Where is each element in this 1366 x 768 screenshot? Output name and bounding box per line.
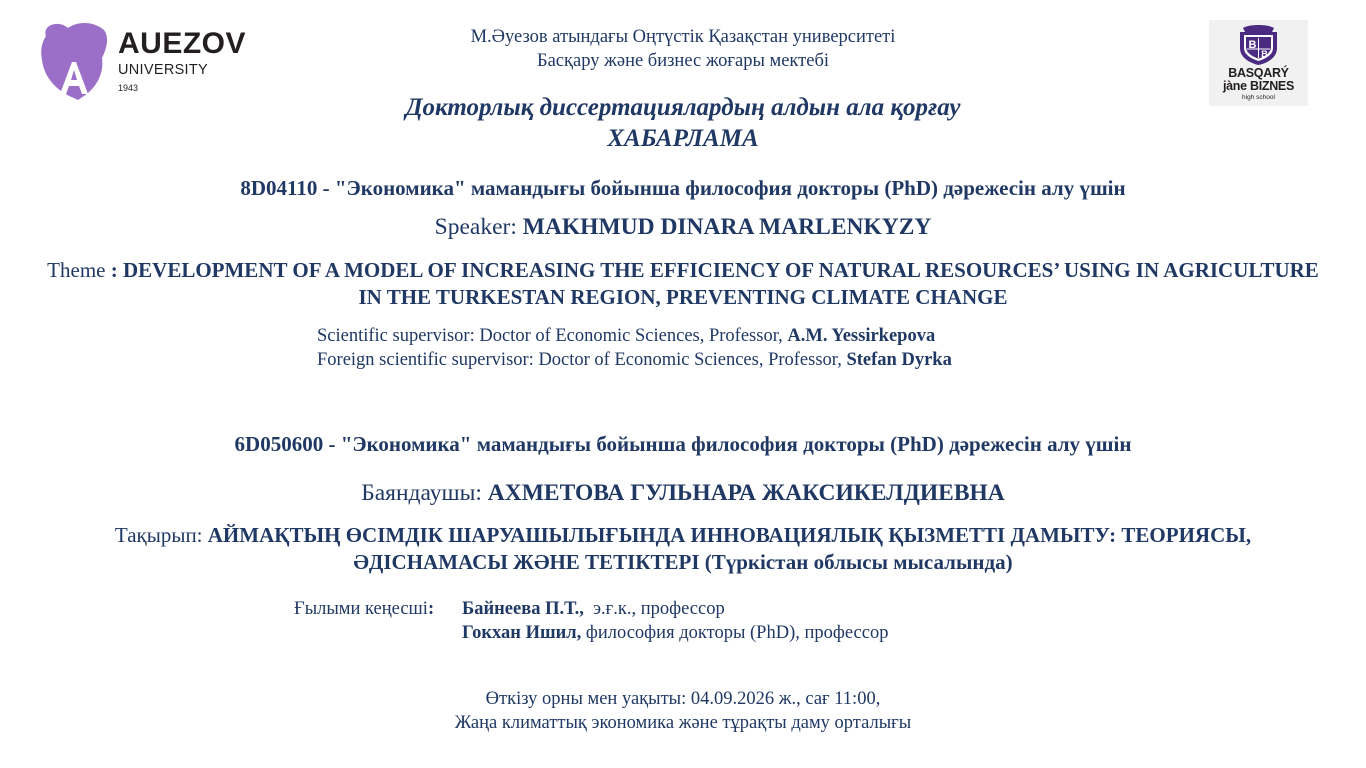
defense2-advisor-label <box>294 599 434 620</box>
defense1-theme <box>0 258 1366 283</box>
defense1-supervisor-name: A.M. Yessirkepova <box>787 326 936 346</box>
defense2-theme-line1: АЙМАҚТЫҢ ӨСІМДІК ШАРУАШЫЛЫҒЫНДА ИННОВАЦИЯЛЫҚ ҚЫЗМЕТТІ ДАМЫТУ: ТЕОРИЯСЫ, <box>207 523 1252 547</box>
crest-letter-2: B <box>1261 49 1268 59</box>
logo-word-university: UNIVERSITY <box>118 62 209 78</box>
university-name: М.Әуезов атындағы Оңтүстік Қазақстан университеті <box>470 27 896 47</box>
defense1-theme-label: Theme <box>47 258 111 282</box>
logo-word-auezov: AUEZOV <box>118 27 247 60</box>
defense2-theme <box>0 523 1366 548</box>
defense1-supervisor-label: Scientific supervisor: Doctor of Economic Sciences, Professor, <box>317 326 788 346</box>
defense2-theme-line2: ӘДІСНАМАСЫ ЖӘНЕ ТЕТІКТЕРІ (Түркістан облысы мысалында) <box>353 550 1013 574</box>
defense1-foreign-supervisor <box>317 350 952 371</box>
defense1-supervisor <box>317 326 935 347</box>
logo-text-jane-biznes: jàne BIZNES <box>1222 79 1295 93</box>
announcement-subtitle: ХАБАРЛАМА <box>607 125 759 152</box>
defense1-theme-line1: : DEVELOPMENT OF A MODEL OF INCREASING THE EFFICIENCY OF NATURAL RESOURCES’ USING IN AGRICULTURE <box>110 258 1319 282</box>
defense1-speaker-label: Speaker: <box>434 214 523 240</box>
logo-text-high-school: high school <box>1242 94 1275 101</box>
defense2-speaker-label: Баяндаушы: <box>361 480 488 506</box>
defense2-advisor2 <box>462 623 888 644</box>
defense2-advisor1-name: Байнеева П.Т., <box>462 599 584 619</box>
defense2-advisor2-name: Гокхан Ишил, <box>462 623 582 643</box>
defense2-specialty: 6D050600 - "Экономика" мамандығы бойынша философия докторы (PhD) дәрежесін алу үшін <box>234 432 1132 456</box>
logo-text-basqary: BASQARÝ <box>1228 66 1289 80</box>
defense1-speaker-name: MAKHMUD DINARA MARLENKYZY <box>522 214 932 240</box>
school-name: Басқару және бизнес жоғары мектебі <box>536 51 830 71</box>
defense2-speaker-name: АХМЕТОВА ГУЛЬНАРА ЖАКСИКЕЛДИЕВНА <box>487 480 1005 506</box>
defense1-theme-line2: IN THE TURKESTAN REGION, PREVENTING CLIMATE CHANGE <box>358 285 1008 309</box>
defense2-speaker <box>0 480 1366 507</box>
defense2-advisor-label-text: Ғылыми кеңесші <box>294 599 428 619</box>
defense1-foreign-supervisor-label: Foreign scientific supervisor: Doctor of Economic Sciences, Professor, <box>317 350 847 370</box>
defense2-advisor1-title: э.ғ.к., профессор <box>583 599 725 619</box>
defense1-speaker <box>0 214 1366 241</box>
defense2-advisor-colon: : <box>427 599 435 619</box>
logo-year: 1943 <box>118 83 139 93</box>
defense2-theme-label: Тақырып: <box>114 523 208 547</box>
defense2-advisor1 <box>462 599 725 620</box>
venue-datetime: Өткізу орны мен уақыты: 04.09.2026 ж., сағ 11:00, <box>485 689 881 709</box>
defense2-advisor2-title: философия докторы (PhD), профессор <box>581 623 889 643</box>
venue-place: Жаңа климаттық экономика және тұрақты даму орталығы <box>454 713 912 733</box>
defense1-foreign-supervisor-name: Stefan Dyrka <box>846 350 952 370</box>
announcement-title: Докторлық диссертациялардың алдын ала қорғау <box>405 94 961 121</box>
defense1-specialty: 8D04110 - "Экономика" мамандығы бойынша философия докторы (PhD) дәрежесін алу үшін <box>240 176 1126 200</box>
crest-letter-1: B <box>1248 39 1257 51</box>
